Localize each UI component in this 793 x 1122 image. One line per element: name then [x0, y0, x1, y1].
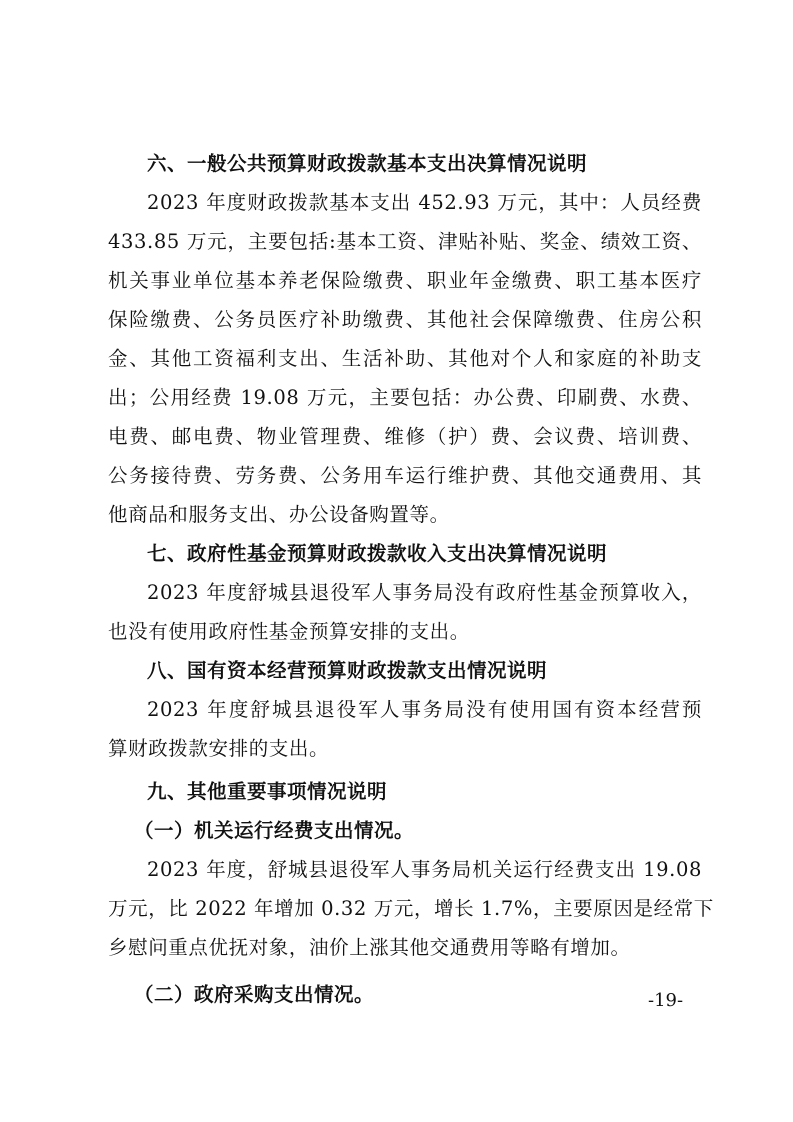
section-9-heading: 九、其他重要事项情况说明 — [147, 780, 388, 803]
section-6-line-6: 出；公用经费 19.08 万元，主要包括：办公费、印刷费、水费、 — [108, 386, 702, 409]
section-6-line-5: 金、其他工资福利支出、生活补助、其他对个人和家庭的补助支 — [108, 347, 702, 370]
section-9-sub1-line-3: 乡慰问重点优抚对象，油价上涨其他交通费用等略有增加。 — [108, 936, 631, 959]
spacer — [108, 967, 702, 975]
section-9-sub1-line-2: 万元，比 2022 年增加 0.32 万元，增长 1.7%，主要原因是经常下 — [108, 897, 714, 920]
section-8-line-2: 算财政拨款安排的支出。 — [108, 737, 330, 760]
page-number: -19- — [648, 990, 684, 1011]
section-6-line-9: 他商品和服务支出、办公设备购置等。 — [108, 503, 450, 526]
section-8-line-1: 2023 年度舒城县退役军人事务局没有使用国有资本经营预 — [147, 698, 702, 721]
document-body — [108, 144, 714, 1014]
section-7-line-2: 也没有使用政府性基金预算安排的支出。 — [108, 620, 470, 643]
section-9-subheading-1: （一）机关运行经费支出情况。 — [134, 819, 415, 842]
section-9-sub1-line-1: 2023 年度，舒城县退役军人事务局机关运行经费支出 19.08 — [147, 858, 702, 881]
section-7-heading: 七、政府性基金预算财政拨款收入支出决算情况说明 — [147, 542, 608, 565]
section-6-line-3: 机关事业单位基本养老保险缴费、职业年金缴费、职工基本医疗 — [108, 269, 702, 292]
section-6-heading: 六、一般公共预算财政拨款基本支出决算情况说明 — [147, 152, 588, 175]
section-6-line-7: 电费、邮电费、物业管理费、维修（护）费、会议费、培训费、 — [108, 425, 702, 448]
section-6-line-2: 433.85 万元，主要包括:基本工资、津贴补贴、奖金、绩效工资、 — [108, 230, 702, 253]
section-6-line-1: 2023 年度财政拨款基本支出 452.93 万元，其中：人员经费 — [147, 191, 702, 214]
section-7-line-1: 2023 年度舒城县退役军人事务局没有政府性基金预算收入， — [147, 581, 702, 604]
section-6-line-4: 保险缴费、公务员医疗补助缴费、其他社会保障缴费、住房公积 — [108, 308, 702, 331]
section-9-subheading-2: （二）政府采购支出情况。 — [134, 983, 375, 1006]
section-6-line-8: 公务接待费、劳务费、公务用车运行维护费、其他交通费用、其 — [108, 464, 702, 487]
section-8-heading: 八、国有资本经营预算财政拨款支出情况说明 — [147, 659, 548, 682]
